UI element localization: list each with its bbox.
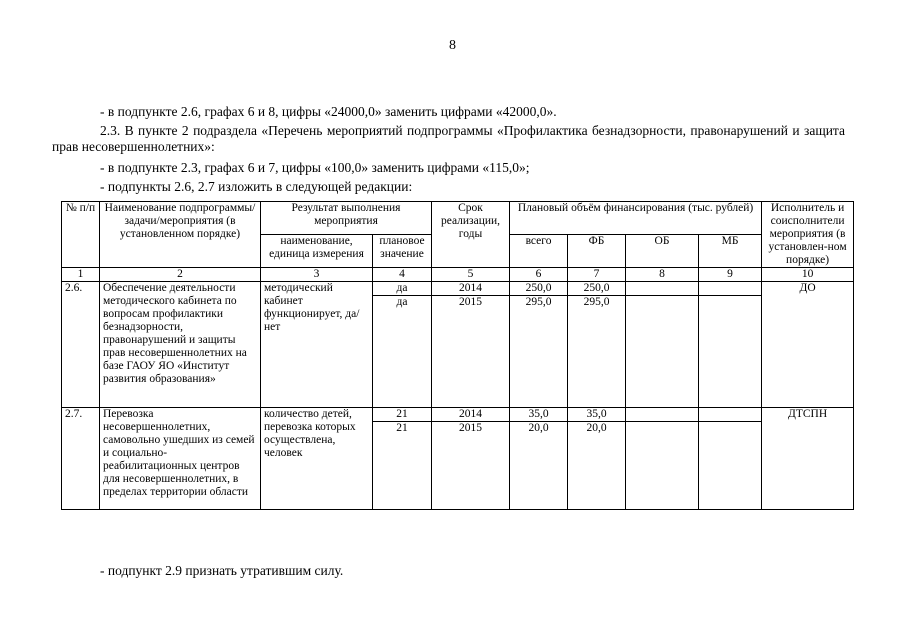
column-number: 10: [762, 268, 854, 282]
row-fb: 35,0: [568, 408, 626, 422]
row-executor: ДТСПН: [762, 408, 854, 510]
column-number: 9: [699, 268, 762, 282]
row-total: 295,0: [510, 296, 568, 408]
header-result-name: наименование, единица измерения: [261, 235, 373, 268]
header-fb: ФБ: [568, 235, 626, 268]
paragraph-4: - подпункты 2.6, 2.7 изложить в следующей редакции:: [100, 179, 413, 194]
column-number: 2: [100, 268, 261, 282]
row-total: 250,0: [510, 282, 568, 296]
row-executor: ДО: [762, 282, 854, 408]
row-num: 2.7.: [62, 408, 100, 510]
row-ob: [626, 422, 699, 510]
row-mb: [699, 422, 762, 510]
row-name: Обеспечение деятельности методического кабинета по вопросам профилактики безнадзорности, правонарушений и защиты прав несовершеннолетних на базе ГАОУ ЯО «Институт развития образования»: [100, 282, 261, 408]
header-num: № п/п: [62, 202, 100, 268]
row-mb: [699, 408, 762, 422]
row-mb: [699, 296, 762, 408]
header-mb: МБ: [699, 235, 762, 268]
page-number: 8: [449, 38, 456, 53]
row-year: 2014: [432, 282, 510, 296]
header-term: Срок реализации, годы: [432, 202, 510, 268]
table-row: [62, 282, 854, 296]
paragraph-3: - в подпункте 2.3, графах 6 и 7, цифры «100,0» заменить цифрами «115,0»;: [100, 160, 530, 175]
row-fb: 295,0: [568, 296, 626, 408]
column-number: 3: [261, 268, 373, 282]
header-executor: Исполнитель и соисполнители мероприятия (в установлен-ном порядке): [762, 202, 854, 268]
row-ob: [626, 282, 699, 296]
row-fb: 20,0: [568, 422, 626, 510]
row-total: 35,0: [510, 408, 568, 422]
row-plan: да: [373, 296, 432, 408]
column-number: 4: [373, 268, 432, 282]
measures-table: [61, 201, 854, 510]
header-result: Результат выполнения мероприятия: [261, 202, 432, 235]
row-ob: [626, 408, 699, 422]
column-number: 1: [62, 268, 100, 282]
column-number: 5: [432, 268, 510, 282]
row-year: 2015: [432, 422, 510, 510]
row-plan: 21: [373, 408, 432, 422]
paragraph-5: - подпункт 2.9 признать утратившим силу.: [100, 563, 344, 578]
header-name: Наименование подпрограммы/ задачи/мероприятия (в установленном порядке): [100, 202, 261, 268]
paragraph-2: 2.3. В пункте 2 подраздела «Перечень мероприятий подпрограммы «Профилактика безнадзорности, правонарушений и защита прав несовершеннолетних»:: [52, 123, 845, 154]
table-row: [62, 408, 854, 422]
header-finance: Плановый объём финансирования (тыс. рублей): [510, 202, 762, 235]
column-number: 6: [510, 268, 568, 282]
header-total: всего: [510, 235, 568, 268]
row-mb: [699, 282, 762, 296]
row-result-name: количество детей, перевозка которых осуществлена, человек: [261, 408, 373, 510]
column-number: 8: [626, 268, 699, 282]
row-plan: да: [373, 282, 432, 296]
row-ob: [626, 296, 699, 408]
paragraph-1: - в подпункте 2.6, графах 6 и 8, цифры «24000,0» заменить цифрами «42000,0».: [100, 104, 557, 119]
row-year: 2015: [432, 296, 510, 408]
row-name: Перевозка несовершеннолетних, самовольно ушедших из семей и социально-реабилитационных центров для несовершеннолетних, в пределах территории области: [100, 408, 261, 510]
column-number: 7: [568, 268, 626, 282]
row-num: 2.6.: [62, 282, 100, 408]
row-fb: 250,0: [568, 282, 626, 296]
row-result-name: методический кабинет функционирует, да/нет: [261, 282, 373, 408]
row-total: 20,0: [510, 422, 568, 510]
row-plan: 21: [373, 422, 432, 510]
header-ob: ОБ: [626, 235, 699, 268]
header-result-plan: плановое значение: [373, 235, 432, 268]
row-year: 2014: [432, 408, 510, 422]
